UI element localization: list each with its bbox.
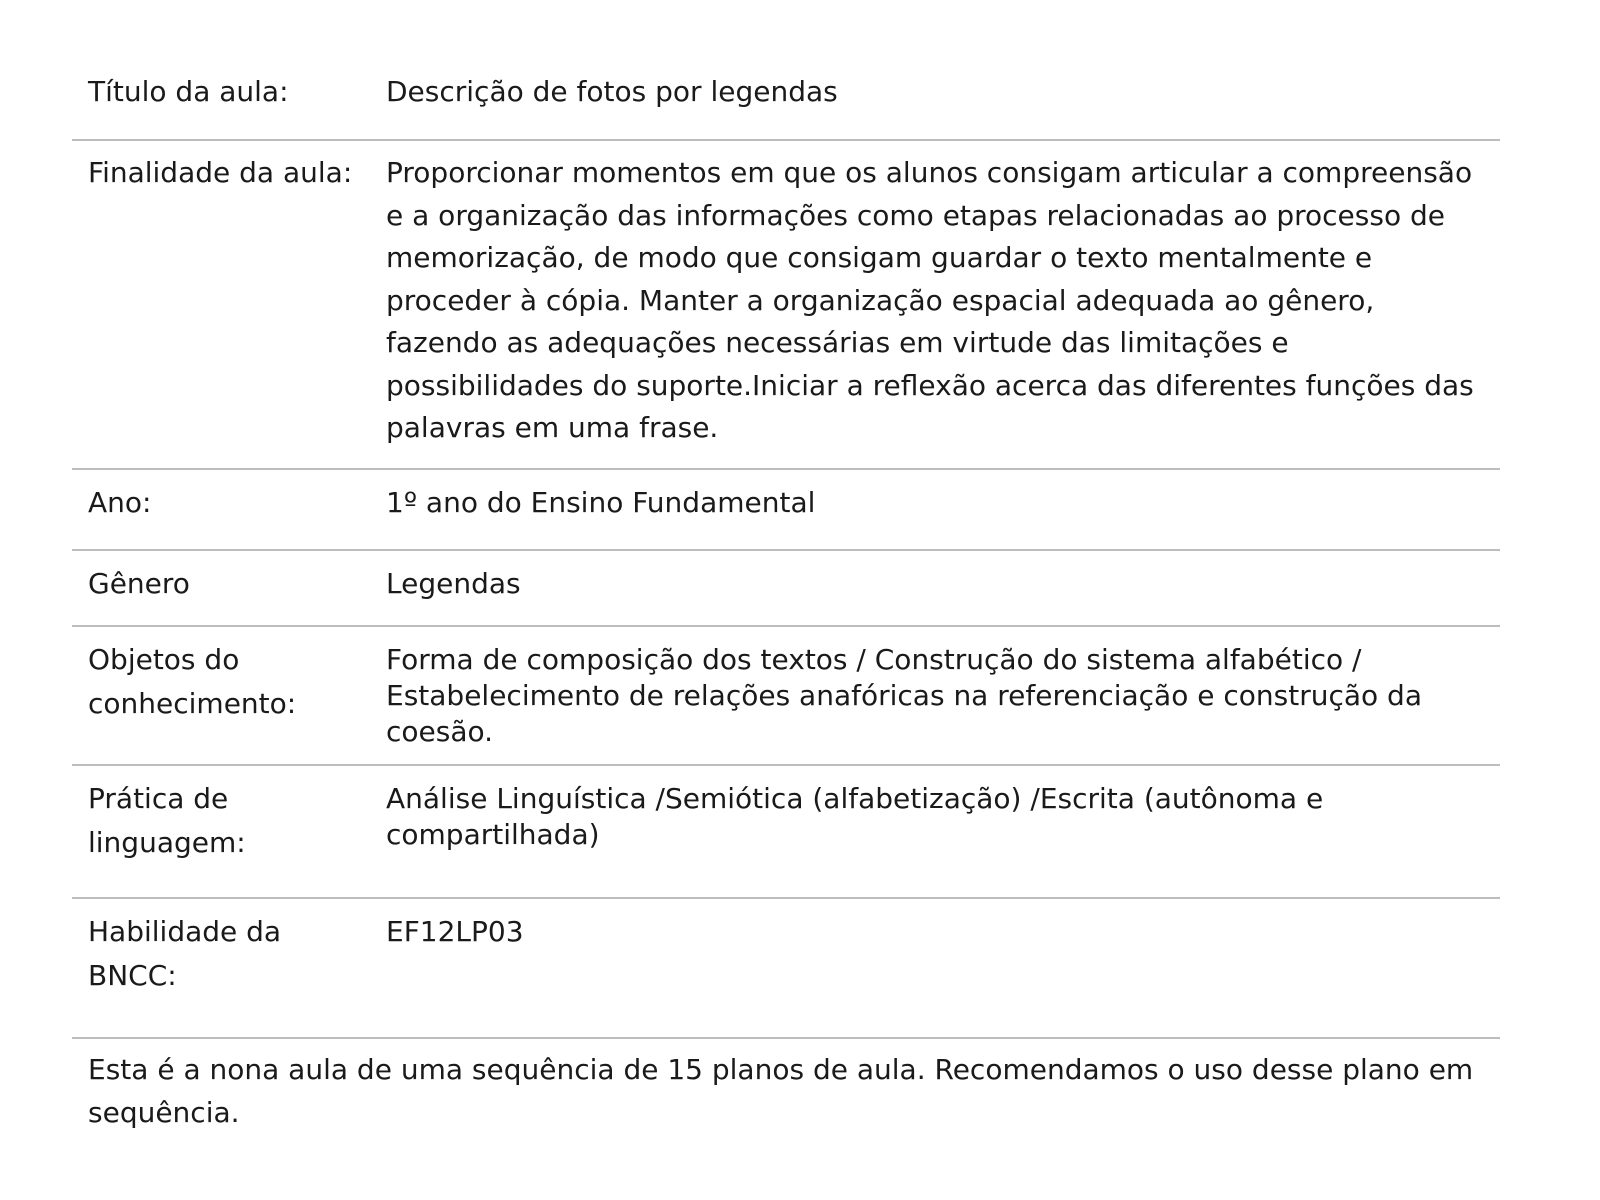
row-finalidade [72,141,1500,470]
label-titulo: Título da aula: [88,75,289,108]
value-objetos: Forma de composição dos textos / Construção do sistema alfabético / Estabelecimento de relações anafóricas na referenciação e construção da coesão. [386,643,1422,748]
row-objetos [72,627,1500,766]
value-titulo: Descrição de fotos por legendas [386,75,838,108]
label-genero: Gênero [88,567,190,600]
label-objetos: Objetos do conhecimento: [88,643,297,720]
label-finalidade: Finalidade da aula: [88,156,353,189]
value-finalidade: Proporcionar momentos em que os alunos consigam articular a compreensão e a organização das informações como etapas relacionadas ao processo de memorização, de modo que consigam guardar o texto mentalmente e proceder à cópia. Manter a organização espacial adequada ao gênero, fazendo as adequações necessárias em virtude das limitações e possibilidades do suporte.Iniciar a reflexão acerca das diferentes funções das palavras em uma frase. [386,156,1474,444]
row-titulo [72,0,1500,141]
row-pratica [72,766,1500,899]
value-pratica: Análise Linguística /Semiótica (alfabetização) /Escrita (autônoma e compartilhada) [386,782,1324,851]
sequence-note: Esta é a nona aula de uma sequência de 15 planos de aula. Recomendamos o uso desse plano em sequência. [88,1053,1474,1129]
label-pratica: Prática de linguagem: [88,782,246,859]
row-habilidade [72,899,1500,1039]
label-habilidade: Habilidade da BNCC: [88,915,282,992]
value-habilidade: EF12LP03 [386,915,524,948]
label-ano: Ano: [88,486,152,519]
row-genero [72,551,1500,627]
value-genero: Legendas [386,567,521,600]
value-ano: 1º ano do Ensino Fundamental [386,486,816,519]
row-ano [72,470,1500,551]
